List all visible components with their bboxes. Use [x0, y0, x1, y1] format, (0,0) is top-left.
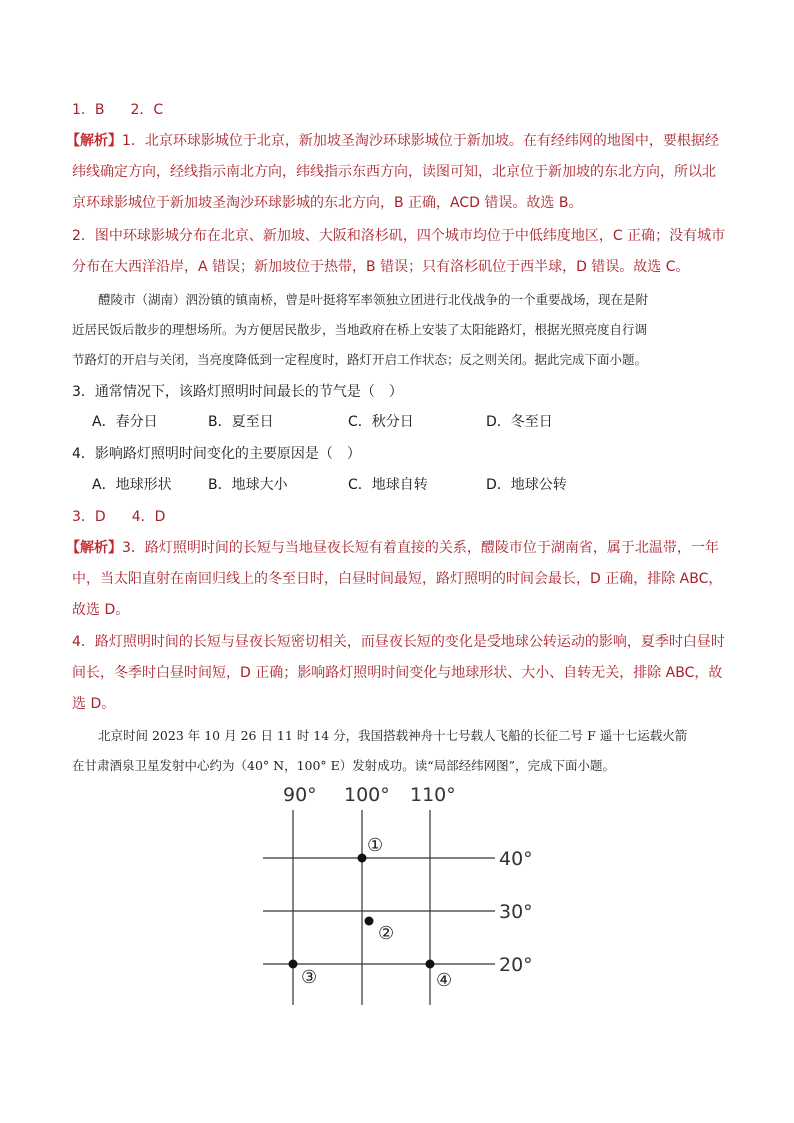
question-3-stem: 3．通常情况下，该路灯照明时间最长的节气是（ ） — [72, 384, 403, 400]
passage-2-line-1: 醴陵市（湖南）泗汾镇的镇南桥，曾是叶挺将军率领独立团进行北伐战争的一个重要战场，现在是附 — [98, 292, 649, 307]
analysis-1-line-1: 【解析】1．北京环球影城位于北京，新加坡圣淘沙环球影城位于新加坡。在有经纬网的地图中，要根据经 — [66, 133, 719, 149]
answer-q4: 4．D — [131, 509, 166, 525]
analysis-4-line-3: 选 D。 — [72, 696, 116, 712]
lat-lon-grid-map — [255, 780, 545, 1010]
analysis-4-line-1: 4．路灯照明时间的长短与昼夜长短密切相关，而昼夜长短的变化是受地球公转运动的影响，夏季时白昼时 — [72, 634, 725, 650]
point-3-label: ③ — [301, 967, 318, 988]
answers-1-2 — [72, 100, 163, 120]
label-lon-90: 90° — [283, 784, 317, 806]
passage-2-line-2: 近居民饭后散步的理想场所。为方便居民散步，当地政府在桥上安装了太阳能路灯，根据光照亮度自行调 — [72, 322, 648, 337]
analysis-4-line-2: 间长，冬季时白昼时间短，D 正确；影响路灯照明时间变化与地球形状、大小、自转无关，排除 ABC，故 — [72, 665, 723, 681]
analysis-3-line-2: 中，当太阳直射在南回归线上的冬至日时，白昼时间最短，路灯照明的时间会最长，D 正确，排除 ABC， — [72, 571, 723, 587]
analysis-3-line-3: 故选 D。 — [72, 602, 130, 618]
passage-2-line-3: 节路灯的开启与关闭，当亮度降低到一定程度时，路灯开启工作状态；反之则关闭。据此完成下面小题。 — [72, 352, 648, 367]
q3-option-d: D．冬至日 — [486, 414, 553, 430]
answer-q2: 2．C — [130, 102, 164, 118]
answer-q3: 3．D — [72, 509, 106, 525]
point-2-dot — [365, 917, 374, 926]
analysis-label: 【解析】 — [66, 133, 122, 149]
point-2-label: ② — [378, 923, 395, 944]
q4-option-a: A．地球形状 — [92, 477, 172, 493]
passage-3-line-2: 在甘肃酒泉卫星发射中心约为（40° N，100° E）发射成功。读“局部经纬网图”，完成下面小题。 — [72, 758, 616, 773]
answers-3-4 — [72, 507, 165, 527]
label-lon-110: 110° — [410, 784, 456, 806]
point-4-dot — [426, 960, 435, 969]
q4-option-b: B．地球大小 — [208, 477, 288, 493]
analysis-label-2: 【解析】 — [66, 540, 122, 556]
question-4-stem: 4．影响路灯照明时间变化的主要原因是（ ） — [72, 446, 361, 462]
q4-option-c: C．地球自转 — [348, 477, 428, 493]
analysis-2-line-1: 2．图中环球影城分布在北京、新加坡、大阪和洛杉矶，四个城市均位于中低纬度地区，C 正确；没有城市 — [72, 228, 726, 244]
q3-option-c: C．秋分日 — [348, 414, 414, 430]
q3-option-a: A．春分日 — [92, 414, 158, 430]
label-lat-20: 20° — [499, 954, 533, 976]
point-4-label: ④ — [436, 970, 453, 991]
q3-option-b: B．夏至日 — [208, 414, 274, 430]
label-lon-100: 100° — [344, 784, 390, 806]
analysis-2-line-2: 分布在大西洋沿岸，A 错误；新加坡位于热带，B 错误；只有洛杉矶位于西半球，D 错误。故选 C。 — [72, 259, 690, 275]
point-1-label: ① — [367, 835, 384, 856]
answer-q1: 1．B — [72, 102, 105, 118]
analysis-1-line-2: 纬线确定方向，经线指示南北方向，纬线指示东西方向，读图可知，北京位于新加坡的东北方向，所以北 — [72, 164, 716, 180]
analysis-3-line-1: 【解析】3．路灯照明时间的长短与当地昼夜长短有着直接的关系，醴陵市位于湖南省，属于北温带，一年 — [66, 540, 719, 556]
analysis-1-line-3: 京环球影城位于新加坡圣淘沙环球影城的东北方向，B 正确，ACD 错误。故选 B。 — [72, 195, 583, 211]
label-lat-40: 40° — [499, 848, 533, 870]
point-3-dot — [289, 960, 298, 969]
label-lat-30: 30° — [499, 901, 533, 923]
point-1-dot — [358, 854, 367, 863]
q4-option-d: D．地球公转 — [486, 477, 567, 493]
passage-3-line-1: 北京时间 2023 年 10 月 26 日 11 时 14 分，我国搭载神舟十七号载人飞船的长征二号 F 遥十七运载火箭 — [98, 728, 688, 743]
